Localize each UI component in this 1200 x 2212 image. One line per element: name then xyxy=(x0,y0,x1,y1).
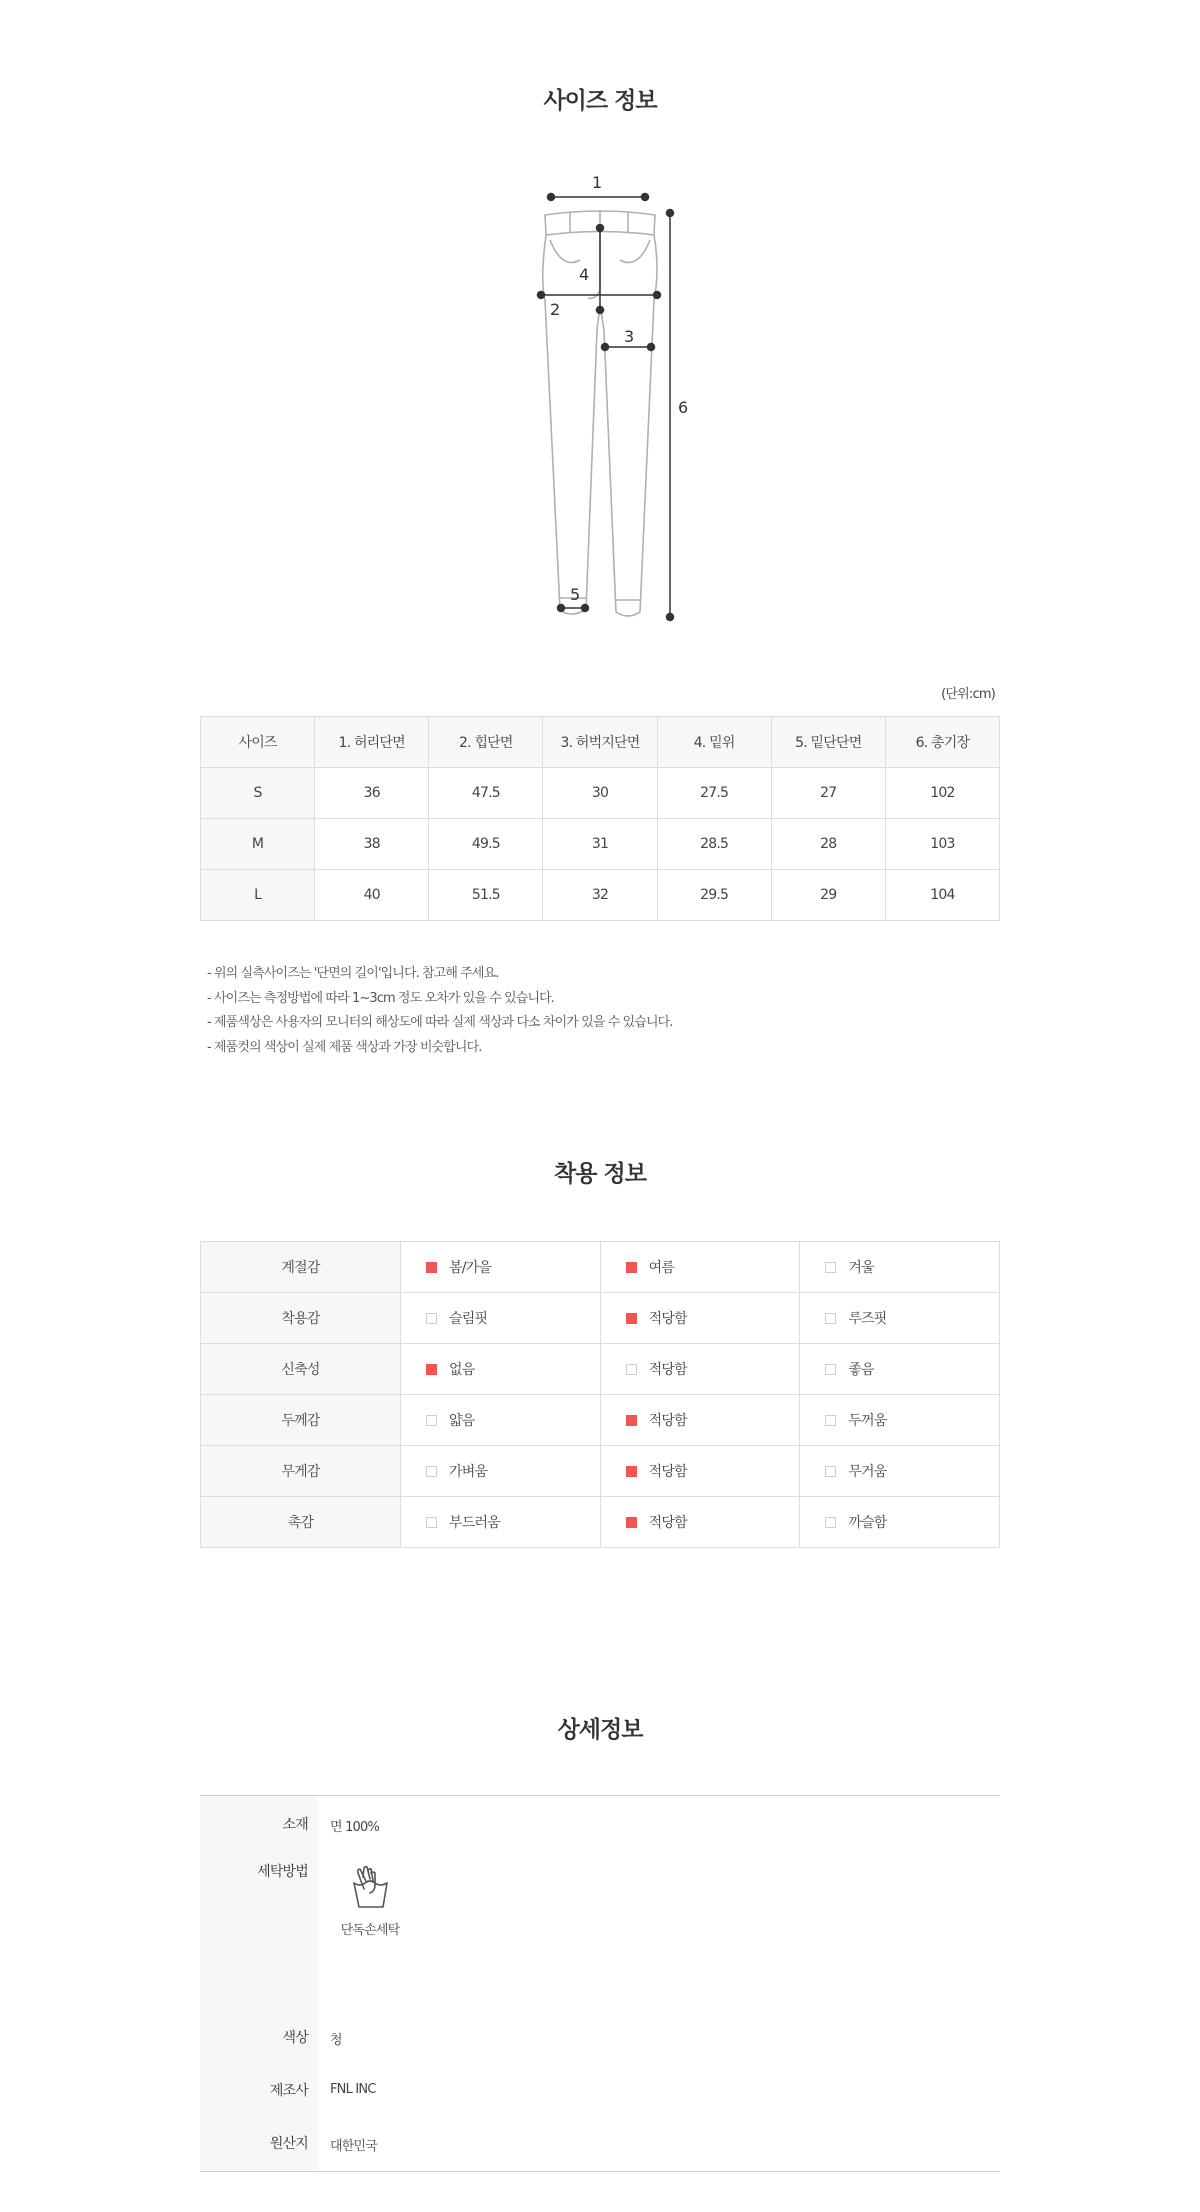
fit-option-label: 봄/가을 xyxy=(449,1260,492,1276)
fit-option-label: 루즈핏 xyxy=(848,1311,887,1327)
table-row xyxy=(201,768,1000,819)
fit-row xyxy=(201,1293,1000,1344)
column-header: 5. 밑단단면 xyxy=(771,717,885,768)
origin-label: 원산지 xyxy=(200,2117,318,2171)
color-value: 청 xyxy=(330,2033,342,2048)
value-cell: 103 xyxy=(885,819,999,870)
fit-row xyxy=(201,1242,1000,1293)
detail-row-maker xyxy=(200,2064,1000,2117)
unchecked-box-icon xyxy=(426,1313,437,1324)
checked-box-icon xyxy=(626,1466,637,1477)
column-header: 6. 총기장 xyxy=(885,717,999,768)
diagram-label-3: 3 xyxy=(624,327,635,346)
fit-option xyxy=(600,1293,800,1344)
fit-option xyxy=(800,1497,1000,1548)
checked-box-icon xyxy=(626,1517,637,1528)
unchecked-box-icon xyxy=(825,1313,836,1324)
fit-option xyxy=(800,1344,1000,1395)
origin-value: 대한민국 xyxy=(330,2139,378,2154)
fit-option xyxy=(401,1395,601,1446)
fit-option-label: 무거움 xyxy=(848,1464,887,1480)
fit-option-label: 가벼움 xyxy=(449,1464,488,1480)
fit-option-label: 좋음 xyxy=(848,1362,874,1378)
fit-option xyxy=(401,1293,601,1344)
value-cell: 28.5 xyxy=(657,819,771,870)
diagram-label-1: 1 xyxy=(592,173,603,192)
value-cell: 40 xyxy=(315,870,429,921)
unchecked-box-icon xyxy=(426,1415,437,1426)
fit-option xyxy=(800,1293,1000,1344)
diagram-label-5: 5 xyxy=(570,585,581,604)
checked-box-icon xyxy=(426,1364,437,1375)
material-label: 소재 xyxy=(200,1796,318,1849)
detail-section-title: 상세정보 xyxy=(557,1717,643,1743)
unchecked-box-icon xyxy=(825,1262,836,1273)
size-section-title: 사이즈 정보 xyxy=(543,88,657,114)
fit-option-label: 두꺼움 xyxy=(848,1413,887,1429)
detail-row-material xyxy=(200,1796,1000,1849)
fit-row-label: 촉감 xyxy=(201,1497,401,1548)
fit-option-label: 까슬함 xyxy=(848,1515,887,1531)
checked-box-icon xyxy=(426,1262,437,1273)
wash-label: 세탁방법 xyxy=(200,1849,318,2009)
fit-option xyxy=(600,1395,800,1446)
fit-row xyxy=(201,1497,1000,1548)
fit-row-label: 무게감 xyxy=(201,1446,401,1497)
table-row xyxy=(201,870,1000,921)
value-cell: 49.5 xyxy=(429,819,543,870)
unchecked-box-icon xyxy=(825,1517,836,1528)
fit-option-label: 겨울 xyxy=(848,1260,874,1276)
size-cell: M xyxy=(201,819,315,870)
value-cell: 28 xyxy=(771,819,885,870)
column-header: 3. 허벅지단면 xyxy=(543,717,657,768)
unchecked-box-icon xyxy=(825,1466,836,1477)
unchecked-box-icon xyxy=(426,1517,437,1528)
note-line: - 제품컷의 색상이 실제 제품 색상과 가장 비슷합니다. xyxy=(207,1039,482,1055)
fit-option xyxy=(401,1497,601,1548)
checked-box-icon xyxy=(626,1313,637,1324)
unchecked-box-icon xyxy=(825,1415,836,1426)
fit-option-label: 얇음 xyxy=(449,1413,475,1429)
value-cell: 102 xyxy=(885,768,999,819)
size-cell: S xyxy=(201,768,315,819)
fit-option-label: 부드러움 xyxy=(449,1515,500,1531)
fit-option-label: 없음 xyxy=(449,1362,475,1378)
fit-option xyxy=(401,1446,601,1497)
fit-option xyxy=(800,1242,1000,1293)
maker-label: 제조사 xyxy=(200,2064,318,2117)
fit-option xyxy=(600,1242,800,1293)
fit-option xyxy=(800,1446,1000,1497)
fit-table xyxy=(200,1241,1000,1548)
value-cell: 36 xyxy=(315,768,429,819)
diagram-label-4: 4 xyxy=(579,265,590,284)
detail-info-table xyxy=(200,1795,1000,2172)
fit-row-label: 착용감 xyxy=(201,1293,401,1344)
fit-row xyxy=(201,1395,1000,1446)
value-cell: 51.5 xyxy=(429,870,543,921)
fit-option xyxy=(600,1344,800,1395)
fit-option xyxy=(600,1446,800,1497)
detail-row-wash xyxy=(200,1849,1000,2009)
fit-option xyxy=(600,1497,800,1548)
fit-option-label: 슬림핏 xyxy=(449,1311,488,1327)
value-cell: 104 xyxy=(885,870,999,921)
color-label: 색상 xyxy=(200,2009,318,2064)
fit-row xyxy=(201,1446,1000,1497)
fit-option-label: 적당함 xyxy=(648,1515,687,1531)
diagram-label-6: 6 xyxy=(678,398,689,417)
size-table xyxy=(200,716,1000,921)
unit-label: (단위:cm) xyxy=(941,687,995,702)
column-header: 2. 힙단면 xyxy=(429,717,543,768)
fit-option-label: 적당함 xyxy=(648,1464,687,1480)
fit-option-label: 적당함 xyxy=(648,1311,687,1327)
size-cell: L xyxy=(201,870,315,921)
checked-box-icon xyxy=(626,1415,637,1426)
value-cell: 31 xyxy=(543,819,657,870)
size-notes xyxy=(207,962,673,1060)
fit-option xyxy=(401,1344,601,1395)
fit-section-title: 착용 정보 xyxy=(554,1161,646,1187)
pants-measurement-diagram xyxy=(500,160,720,640)
column-header: 1. 허리단면 xyxy=(315,717,429,768)
material-value: 면 100% xyxy=(330,1820,380,1835)
fit-row-label: 계절감 xyxy=(201,1242,401,1293)
note-line: - 위의 실측사이즈는 '단면의 길이'입니다. 참고해 주세요. xyxy=(207,966,499,981)
value-cell: 38 xyxy=(315,819,429,870)
fit-row-label: 두께감 xyxy=(201,1395,401,1446)
note-line: - 사이즈는 측정방법에 따라 1~3cm 정도 오차가 있을 수 있습니다. xyxy=(207,990,554,1006)
value-cell: 32 xyxy=(543,870,657,921)
table-header-row xyxy=(201,717,1000,768)
fit-option-label: 여름 xyxy=(648,1260,675,1276)
maker-value: FNL INC xyxy=(330,2082,376,2097)
value-cell: 27.5 xyxy=(657,768,771,819)
fit-option-label: 적당함 xyxy=(648,1413,687,1429)
detail-row-origin xyxy=(200,2117,1000,2171)
detail-row-color xyxy=(200,2009,1000,2064)
hand-wash-icon xyxy=(350,1865,390,1911)
table-row xyxy=(201,819,1000,870)
unchecked-box-icon xyxy=(626,1364,637,1375)
fit-row xyxy=(201,1344,1000,1395)
value-cell: 27 xyxy=(771,768,885,819)
column-header: 사이즈 xyxy=(201,717,315,768)
unchecked-box-icon xyxy=(426,1466,437,1477)
fit-option xyxy=(800,1395,1000,1446)
fit-row-label: 신축성 xyxy=(201,1344,401,1395)
unchecked-box-icon xyxy=(825,1364,836,1375)
checked-box-icon xyxy=(626,1262,637,1273)
value-cell: 47.5 xyxy=(429,768,543,819)
value-cell: 29.5 xyxy=(657,870,771,921)
value-cell: 29 xyxy=(771,870,885,921)
wash-caption: 단독손세탁 xyxy=(340,1923,400,1938)
fit-option xyxy=(401,1242,601,1293)
value-cell: 30 xyxy=(543,768,657,819)
diagram-label-2: 2 xyxy=(550,300,561,319)
fit-option-label: 적당함 xyxy=(648,1362,687,1378)
note-line: - 제품색상은 사용자의 모니터의 해상도에 따라 실제 색상과 다소 차이가 있을 수 있습니다. xyxy=(207,1015,673,1030)
column-header: 4. 밑위 xyxy=(657,717,771,768)
